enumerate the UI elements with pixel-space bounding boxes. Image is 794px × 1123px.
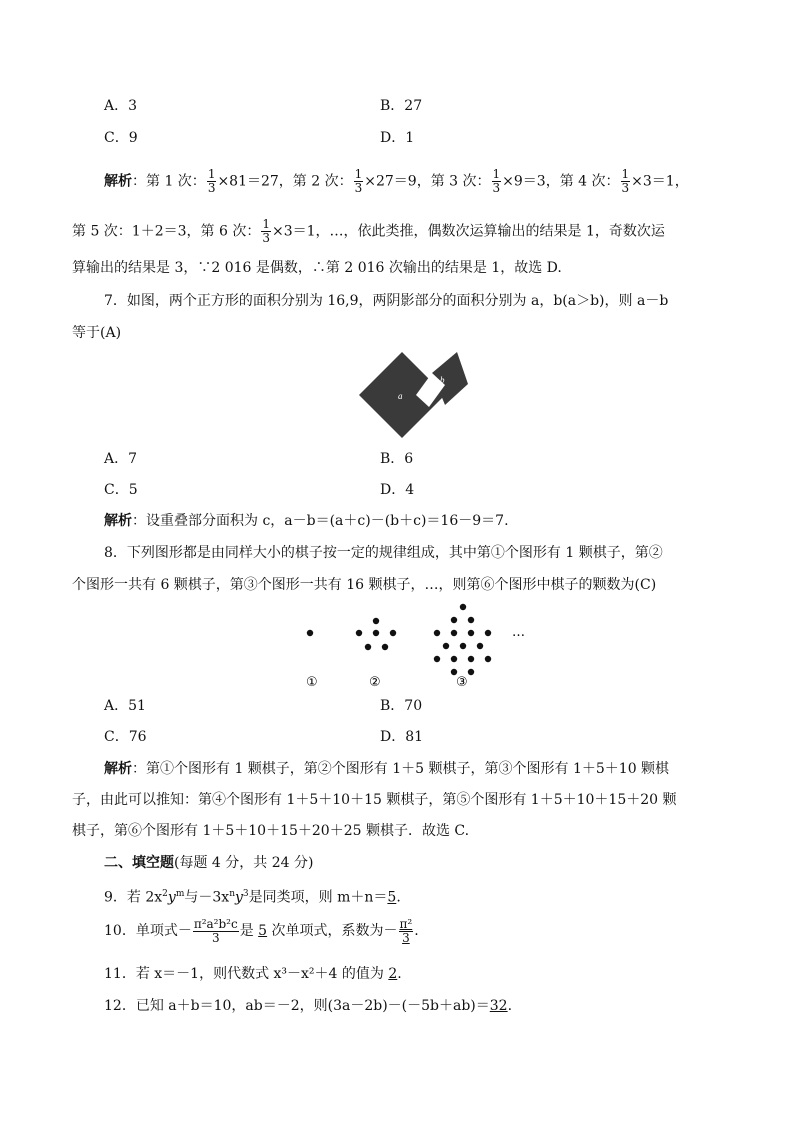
fraction: $\frac{\text{π²a²b²c}}{3}$: [193, 916, 238, 945]
q8-option-d: D．81: [380, 729, 424, 745]
q7-stem-line2: 等于(A): [72, 325, 122, 341]
fraction: $\frac{1}{3}$: [262, 217, 270, 245]
q11-answer: 2: [388, 966, 398, 982]
fraction: $\frac{1}{3}$: [621, 167, 630, 195]
q6-option-a: A．3: [104, 98, 138, 114]
q7-option-c: C．5: [104, 482, 138, 498]
solution-label: 解析: [104, 761, 132, 777]
q8-solution-line1: 解析：第①个图形有 1 颗棋子，第②个图形有 1＋5 颗棋子，第③个图形有 1＋5＋10 颗棋: [104, 761, 670, 777]
q6-option-b: B．27: [380, 98, 423, 114]
section-2-heading: 二、填空题(每题 4 分，共 24 分): [104, 855, 314, 871]
q6-solution-line2: 第 5 次：1＋2＝3，第 6 次： $\frac{1}{3}$ ×3＝1，…，依此类推，偶数次运算输出的结果是 1，奇数次运: [72, 217, 665, 245]
q9-answer: 5: [387, 889, 397, 906]
q10-answer-coefficient: $\frac{\text{π²}}{3}$: [399, 916, 413, 945]
q6-solution-line1: 解析：第 1 次： $\frac{1}{3}$ ×81＝27，第 2 次： $\frac{1}{3}$ ×27＝9，第 3 次： $\frac{1}{3}$ ×9＝3，第 4 次： $\frac{1}{3}$ ×3＝1，: [104, 167, 689, 195]
q8-dots-figure: [300, 600, 530, 692]
q12: 12．已知 a＋b＝10，ab＝－2，则(3a－2b)－(－5b＋ab)＝32.: [104, 998, 513, 1014]
figure-label-3: ③: [456, 675, 468, 690]
q7-stem-line1: 7．如图，两个正方形的面积分别为 16,9，两阴影部分的面积分别为 a，b(a＞b)，则 a－b: [104, 293, 669, 309]
q6-option-c: C．9: [104, 130, 138, 146]
fraction: $\frac{1}{3}$: [354, 167, 363, 195]
figure-1-dots: [307, 630, 313, 636]
q9: 9．若 $2x^2y^m$与$-3x^ny^3$是同类项，则 m＋n＝5.: [104, 889, 401, 906]
q8-option-b: B．70: [380, 698, 423, 714]
q8-solution-line2: 子，由此可以推知：第④个图形有 1＋5＋10＋15 颗棋子，第⑤个图形有 1＋5＋10＋15＋20 颗: [72, 792, 677, 808]
q7-squares-figure: [356, 352, 471, 438]
q12-answer: 32: [489, 998, 508, 1014]
figure-label-2: ②: [369, 675, 381, 690]
q7-solution: 解析：设重叠部分面积为 c，a－b＝(a＋c)－(b＋c)＝16－9＝7.: [104, 513, 509, 529]
ellipsis: …: [512, 625, 525, 640]
figure-label-1: ①: [306, 675, 318, 690]
solution-label: 解析: [104, 513, 132, 529]
solution-label: 解析: [104, 173, 132, 190]
figure-3-dots: [434, 604, 491, 675]
q7-option-b: B．6: [380, 451, 414, 467]
q8-solution-line3: 棋子，第⑥个图形有 1＋5＋10＋15＋20＋25 颗棋子．故选 C.: [72, 823, 470, 839]
q8-stem-line1: 8．下列图形都是由同样大小的棋子按一定的规律组成，其中第①个图形有 1 颗棋子，第②: [104, 545, 663, 561]
q8-stem-line2: 个图形一共有 6 颗棋子，第③个图形一共有 16 颗棋子，…，则第⑥个图形中棋子的颗数为(C): [72, 577, 657, 593]
q6-option-d: D．1: [380, 130, 415, 146]
q10: 10．单项式－ $\frac{\text{π²a²b²c}}{3}$ 是 5 次单项式，系数为－ $\frac{\text{π²}}{3}$ .: [104, 916, 419, 945]
fraction: $\frac{1}{3}$: [492, 167, 501, 195]
q11: 11．若 x＝－1，则代数式 x³－x²＋4 的值为 2.: [104, 966, 402, 982]
q7-option-a: A．7: [104, 451, 138, 467]
fraction: $\frac{1}{3}$: [207, 167, 216, 195]
q7-option-d: D．4: [380, 482, 415, 498]
figure-2-dots: [356, 618, 396, 650]
label-a: a: [398, 391, 403, 401]
q10-answer-degree: 5: [258, 923, 268, 939]
label-b: b: [440, 375, 445, 385]
q8-option-a: A．51: [104, 698, 146, 714]
q8-option-c: C．76: [104, 729, 147, 745]
q6-solution-line3: 算输出的结果是 3，∵2 016 是偶数，∴第 2 016 次输出的结果是 1，故选 D.: [72, 260, 562, 276]
